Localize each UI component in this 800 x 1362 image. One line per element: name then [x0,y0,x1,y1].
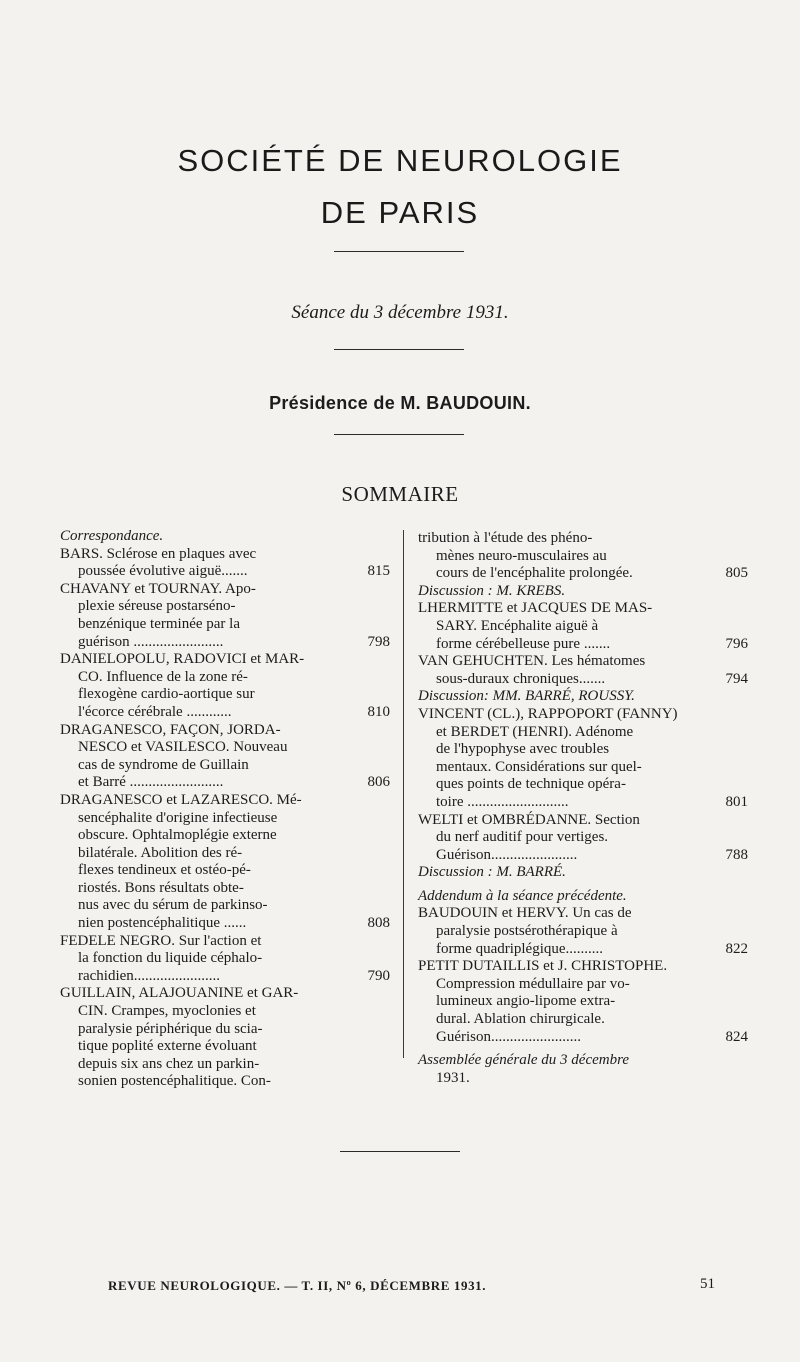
toc-entry-line: NESCO et VASILESCO. Nouveau [78,739,288,756]
toc-entry [60,792,390,933]
toc-entry-line: obscure. Ophtalmoplégie externe [78,827,277,844]
toc-entry-line: nus avec du sérum de parkinso- [78,897,268,914]
toc-entry [60,651,390,721]
toc-entry-line: du nerf auditif pour vertiges. [436,829,609,846]
assemblee-line-2: 1931. [436,1069,470,1086]
toc-entry [60,546,390,581]
toc-page-number: 796 [725,635,748,652]
toc-entry-line: SARY. Encéphalite aiguë à [436,617,599,634]
toc-entry-line: toire ........................... [436,793,569,810]
presidence: Présidence de M. BAUDOUIN. [269,393,531,413]
page-number: 51 [700,1276,715,1292]
toc-page-number: 798 [367,633,390,650]
toc-entry-line: flexes tendineux et ostéo-pé- [78,862,251,879]
toc-entry-line: VAN GEHUCHTEN. Les hématomes [418,653,646,670]
toc-entry [60,581,390,651]
journal-footer: REVUE NEUROLOGIQUE. — T. II, Nº 6, DÉCEMBRE 1931. [108,1278,487,1293]
toc-page-number: 806 [367,774,390,791]
seance-date: Séance du 3 décembre 1931. [291,302,509,323]
toc-entry-line: tribution à l'étude des phéno- [418,530,593,546]
toc-entry [418,905,748,958]
toc-right-column [418,530,748,1087]
toc-entry [60,933,390,986]
assemblee-line-1: Assemblée générale du 3 décembre [418,1052,630,1069]
toc-entry-line: cas de syndrome de Guillain [78,756,249,773]
toc-entry-line: mentaux. Considérations sur quel- [436,758,642,775]
toc-page-number: 805 [725,565,748,582]
toc-entry-line: paralysie postsérothérapique à [436,923,618,940]
toc-entry-line: ques points de technique opéra- [436,776,626,793]
toc-entry-line: Guérison........................ [436,1028,581,1045]
section-heading: Correspondance. [60,528,164,544]
toc-entry [418,653,748,688]
toc-left-column [60,528,390,1091]
divider [334,251,464,252]
toc-entry-line: sonien postencéphalitique. Con- [78,1073,271,1090]
toc-page-number: 824 [725,1028,748,1045]
toc-entry [418,530,748,583]
toc-page-number: 808 [367,915,390,932]
toc-entry-line: depuis six ans chez un parkin- [78,1055,260,1072]
toc-entry [418,958,748,1046]
toc-entry-line: CHAVANY et TOURNAY. Apo- [60,580,256,597]
toc-entry [418,812,748,865]
toc-entry-line: paralysie périphérique du scia- [78,1020,263,1037]
toc-page-number: 810 [367,703,390,720]
toc-entry-line: lumineux angio-lipome extra- [436,993,616,1010]
toc-entry-line: DRAGANESCO, FAÇON, JORDA- [60,721,281,738]
discussion-line: Discussion: MM. BARRÉ, ROUSSY. [418,688,635,705]
addendum-entries [418,905,748,1046]
toc-entry-line: l'écorce cérébrale ............ [78,703,232,720]
toc-entry-line: flexogène cardio-aortique sur [78,686,255,703]
toc-entry [60,985,390,1091]
divider [334,434,464,435]
toc-entry-line: rachidien....................... [78,967,221,984]
toc-entry [418,706,748,812]
toc-entry-line: de l'hypophyse avec troubles [436,741,610,758]
toc-page-number: 794 [725,670,748,687]
toc-entry-line: CO. Influence de la zone ré- [78,668,248,685]
toc-entry-line: PETIT DUTAILLIS et J. CHRISTOPHE. [418,958,668,975]
toc-page-number: 815 [367,563,390,580]
divider [334,349,464,350]
toc-entry-line: FEDELE NEGRO. Sur l'action et [60,932,262,949]
toc-entry-line: nien postencéphalitique ...... [78,915,247,932]
toc-entry-line: benzénique terminée par la [78,615,240,632]
toc-entry-line: WELTI et OMBRÉDANNE. Section [418,811,640,828]
toc-entry-line: bilatérale. Abolition des ré- [78,844,243,861]
toc-entry-line: guérison ........................ [78,633,224,650]
column-separator [403,530,404,1058]
toc-entry-line: CIN. Crampes, myoclonies et [78,1003,256,1020]
toc-entry-line: et BERDET (HENRI). Adénome [436,723,634,740]
toc-entry-line: sous-duraux chroniques....... [436,670,606,687]
toc-entry-line: cours de l'encéphalite prolongée. [436,565,633,582]
toc-entry-line: forme cérébelleuse pure ....... [436,635,611,652]
discussion-line: Discussion : M. BARRÉ. [418,864,566,881]
right-entries [418,530,748,882]
toc-entry-line: BARS. Sclérose en plaques avec [60,545,257,562]
toc-entry-line: dural. Ablation chirurgicale. [436,1011,605,1028]
toc-entry-line: LHERMITTE et JACQUES DE MAS- [418,600,653,617]
discussion-line: Discussion : M. KREBS. [418,582,566,599]
divider [340,1151,460,1152]
toc-entry-line: la fonction du liquide céphalo- [78,950,263,967]
toc-page-number: 788 [725,846,748,863]
toc-entry-line: DRAGANESCO et LAZARESCO. Mé- [60,791,302,808]
toc-entry-line: Guérison....................... [436,846,578,863]
toc-entry-line: VINCENT (CL.), RAPPOPORT (FANNY) [418,705,678,722]
toc-page-number: 801 [725,793,748,810]
toc-entry-line: mènes neuro-musculaires au [436,547,607,564]
sommaire-heading: SOMMAIRE [341,482,459,506]
title-line-1: SOCIÉTÉ DE NEUROLOGIE [177,143,623,178]
addendum-heading: Addendum à la séance précédente. [418,887,627,904]
toc-entry [60,722,390,792]
toc-entry-line: GUILLAIN, ALAJOUANINE et GAR- [60,985,299,1002]
toc-entry-line: tique poplité externe évoluant [78,1038,257,1055]
toc-page-number: 790 [367,967,390,984]
toc-entry-line: sencéphalite d'origine infectieuse [78,809,278,826]
toc-entry-line: DANIELOPOLU, RADOVICI et MAR- [60,651,305,668]
toc-entry-line: Compression médullaire par vo- [436,975,630,992]
toc-entry-line: forme quadriplégique.......... [436,940,604,957]
toc-entry-line: BAUDOUIN et HERVY. Un cas de [418,905,632,922]
toc-entry-line: poussée évolutive aiguë....... [78,563,248,580]
toc-entry-line: plexie séreuse postarséno- [78,598,236,615]
toc-entry-line: riostés. Bons résultats obte- [78,879,244,896]
toc-page-number: 822 [725,940,748,957]
toc-entry [418,600,748,653]
left-entries [60,546,390,1091]
toc-entry-line: et Barré ......................... [78,774,224,791]
title-line-2: DE PARIS [320,195,480,230]
